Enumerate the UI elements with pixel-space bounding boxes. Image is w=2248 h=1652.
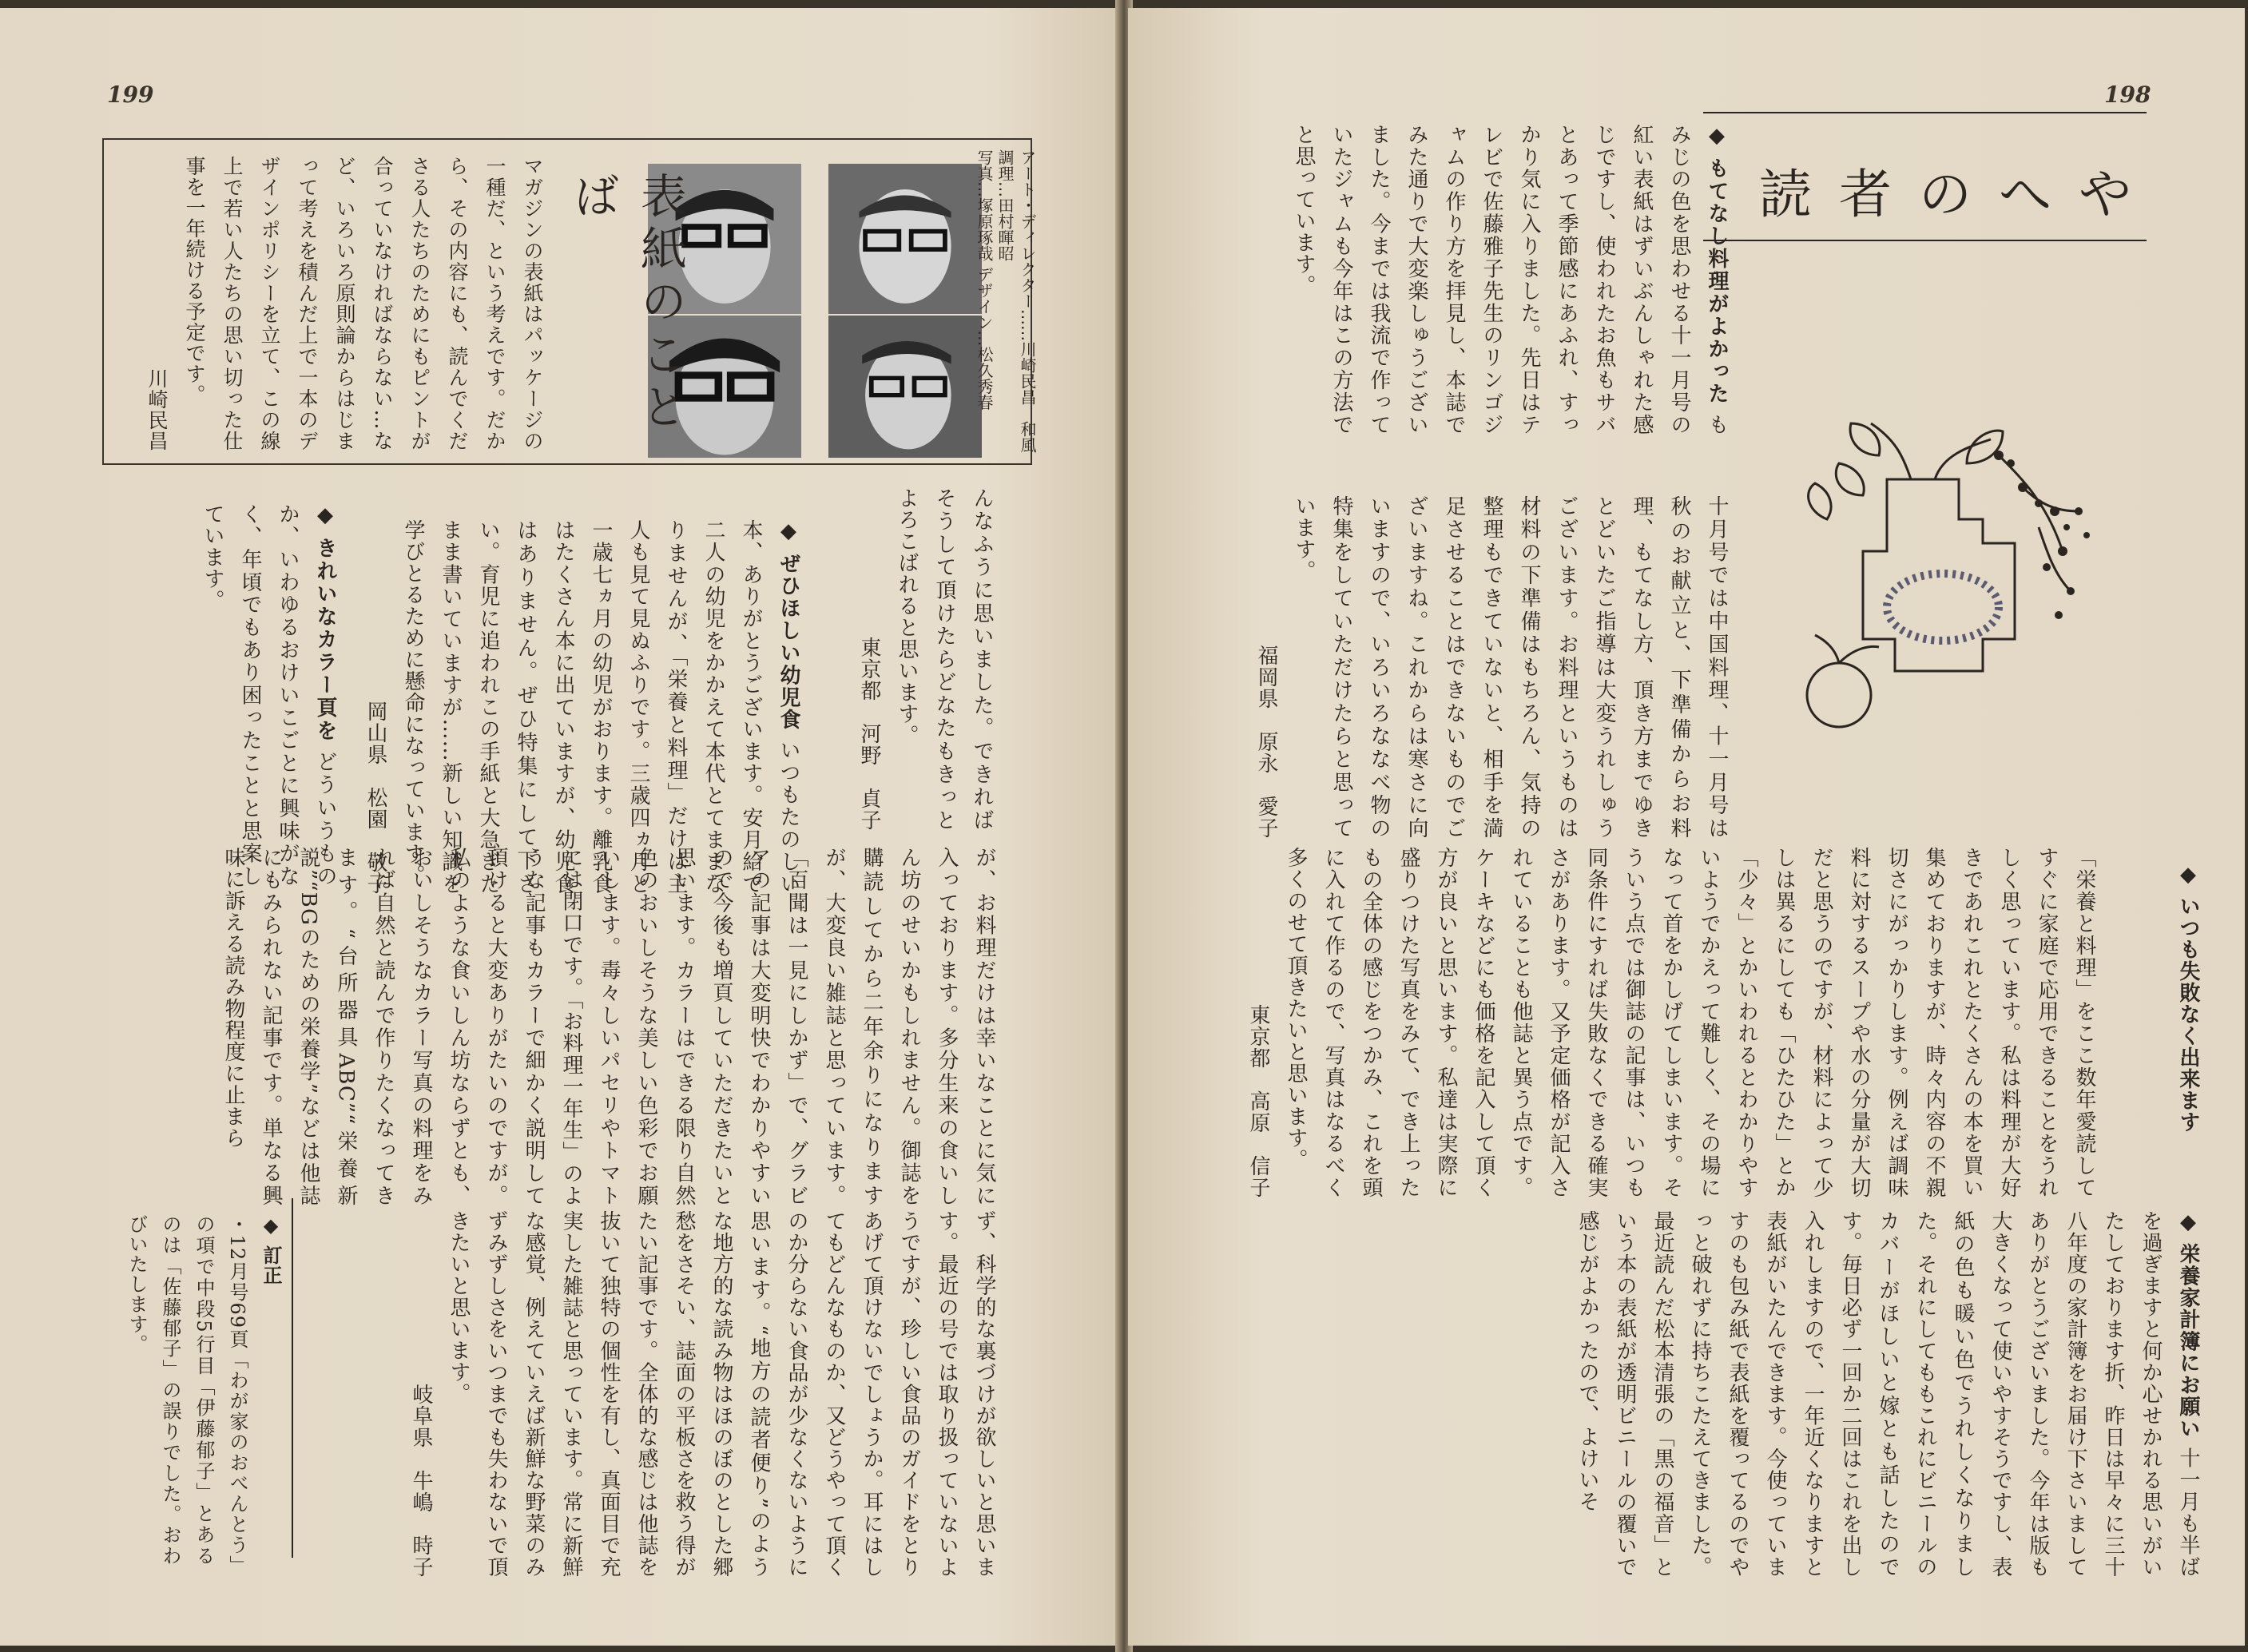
letter-color-pages: ◆ きれいなカラー頁を どういうものか、いわゆるおけいこごとに興味がなく、年頃でもあり困ったことと思案しています。 xyxy=(112,503,344,887)
correction-notice: ◆ 訂正 ・12月号69頁「わが家のおべんとう」の項で中段5行目「伊藤郁子」とあるのは「佐藤郁子」の誤りでした。おわびいたします。 xyxy=(108,1214,288,1566)
heading-no-failure: ◆ いつも失敗なく出来ます xyxy=(2176,863,2200,1133)
photo-portrait-4 xyxy=(828,316,982,458)
signature-harunaga: 福岡県 原永 愛子 xyxy=(1254,645,1278,839)
letter-no-failure: 「栄養と料理」をここ数年愛読してすぐに家庭で応用できることをうれしく思っています。私は料理が大好きであれこれとたくさんの本を買い集めておりますが、時々内容の不親切さにがっかりします。例えば調味料に対するスープや水の分量が大切だと思うのですが、材料によって少しは異るにしても「ひたひた」とか「少々」とかいわれるとわかりやすいようでかえって難しく、その場になって首をかしげてしまいます。そういう点では御誌の記事は、いつも同条件にすれば失敗なくできる確実さがあります。又予定価格が記入されていることも他誌と異う点です。ケーキなどにも価格を記入して頂く方が良いと思います。私達は実際に盛りつけた写真をみて、でき上ったもの全体の感じをつかみ、これを頭に入れて作るので、写真はなるべく多くのせて頂きたいと思います。 東京都 高原 信子 xyxy=(1384,847,2103,1198)
heading-color-pages: ◆ きれいなカラー頁を xyxy=(313,503,337,742)
letter-chinese-cuisine: 十月号では中国料理、十一月号は秋のお献立と、下準備からお料理、もてなし方、頂き方までゆきとどいたご指導は大変うれしゅうございます。お料理というものは材料の下準備はもちろん、気持の整理もできていないと、相手を満足させることはできないものでございますね。これからは寒さに向いますので、いろいろななべ物の特集をしていただけたらと思っています。 福岡県 原永 愛子 xyxy=(1384,495,1735,839)
vase-illustration xyxy=(1783,407,2119,743)
cover-statement-box xyxy=(102,138,1037,465)
signature-takahara: 東京都 高原 信子 xyxy=(1246,1004,1270,1198)
cover-statement-body: マガジンの表紙はパッケージの一種だ、という考えです。だから、その内容にも、読んでくださる人たちのためにもピントが合っていなければならない…など、いろいろ原則論からはじまって考えを積んだ上で一本のデザインポリシーを立て、この線上で若い人たちの思い切った仕事を一年続ける予定です。 川崎民昌 xyxy=(168,156,551,451)
cover-statement-title: 表紙のことば xyxy=(566,172,687,435)
credit-photo-design: 写真…塚原琢哉 デザイン…松久秀春 xyxy=(975,149,994,411)
heading-young-child-food: ◆ ぜひほしい幼児食 xyxy=(776,519,800,731)
photo-portrait-2 xyxy=(828,164,982,314)
page-number-right: 198 xyxy=(2104,81,2151,108)
heading-household-ledger: ◆ 栄養家計簿にお願い xyxy=(2176,1210,2200,1440)
title-rule-top xyxy=(1703,112,2147,113)
correction-divider xyxy=(292,1198,293,1558)
letter-continued-column: んなふうに思いました。できればそうして頂けたらどなたもきっとよろこばれると思います。 東京都 河野 貞子 xyxy=(808,487,1000,831)
signature-kawano: 東京都 河野 貞子 xyxy=(857,637,881,831)
letter-science-backing: ず、科学的な裏づけが欲しいと思います。最近の号では取り扱っていないようですが、珍しい食品のガイドをとりあげて頂けないでしょうか。耳にはしてもどんなものか、又どうやって頂くのか分らない食品が少なくないように思います。“地方の読者便り”のような地方的な読み物はほのぼのとした郷愁をさそい、誌面の平板さを救う得がたい記事です。全体的な感じは他誌を抜いて独特の個性を有し、真面目で充実した雑誌と思っています。常に新鮮な感覚、例えていえば新鮮な野菜のみずみずしさをいつまでも失わないで頂きたいと思います。 岐阜県 牛嶋 時子 xyxy=(296,1210,1003,1578)
correction-title: ◆ 訂正 xyxy=(254,1214,288,1566)
heading-hospitality-dishes: ◆ もてなし料理がよかった xyxy=(1705,124,1729,406)
left-page xyxy=(0,8,1120,1646)
right-page xyxy=(1128,8,2245,1646)
section-title: 読者のへや xyxy=(1759,164,2159,225)
cover-statement-signature: 川崎民昌 xyxy=(145,368,169,451)
letter-color-pages-continued: が、お料理だけは幸いなことに気に入っております。多分生来の食いしん坊のせいかもしれません。御誌を購読してから二年余りになりますが、大変良い雑誌と思っています。「百聞は一見にしかず」で、グラビアの記事は大変明快でわかりやすいので今後も増頁していただきたいと思います。カラーはできる限り自然色のおいしそうな美しい色彩でお願いします。毒々しいパセリやトマトには閉口です。「お料理一年生」のような記事もカラーで細かく説明して頂けると大変ありがたいのですが。私のような食いしん坊ならずとも、おいしそうなカラー写真の料理をみれば自然と読んで作りたくなってきます。“台所器具ABC”“栄養新説”“BGのための栄養学”などは他誌にもみられない記事です。単なる興味に訴える読み物程度に止まら xyxy=(221,847,996,1207)
page-number-left: 199 xyxy=(107,81,154,108)
signature-matsuzono: 岡山県 松園 敬子 xyxy=(363,701,387,895)
credit-art-director: アート・ディレクター……川崎民昌 和風調理…田村暉昭 xyxy=(995,149,1037,453)
signature-ushijima: 岐阜県 牛嶋 時子 xyxy=(409,1384,433,1578)
title-rule-bottom xyxy=(1703,240,2147,241)
letter-hospitality-dishes: ◆ もてなし料理がよかった もみじの色を思わせる十一月号の紅い表紙はずいぶんしゃれた感じですし、使われたお魚もサバとあって季節感にあふれ、すっかり気に入りました。先日はテレビで佐藤雅子先生のリンゴジャムの作り方を拝見し、本誌でみた通りで大変楽しゅうございました。今までは我流で作っていたジャムも今年はこの方法でと思っています。 xyxy=(1384,124,1735,435)
letter-household-ledger: ◆ 栄養家計簿にお願い 十一月も半ばを過ぎますと何か心せかれる思いがいたしております折、昨日は早々に三十八年度の家計簿をお届け下さいましてありがとうございました。今年は版も大きくなって使いやすそうですし、表紙の色も暖い色でうれしくなりました。それにしてももこれにビニールのカバーがほしいと嫁とも話したのです。毎日必ず一回か二回はこれを出し入れしますので、一年近くなりますと表紙がいたんできます。今使っていますのも包み紙で表紙を覆ってるのでやっと破れずに持ちこたえてきました。最近読んだ松本清張の「黒の福音」という本の表紙が透明ビニールの覆いで感じがよかったので、よけいそ xyxy=(1384,1210,2206,1578)
letter-young-child-food: ◆ ぜひほしい幼児食 いつもたのしい本、ありがとうございます。安月給で二人の幼児をかかえて本代とてままなりませんが、「栄養と料理」だけは主人も見て見ぬふりです。三歳四ヵ月と一歳七ヵ月の幼児がおります。離乳食はたくさん本に出ていますが、幼児食はありません。ぜひ特集にして下さい。育児に追われこの手紙と大急ぎたまま書いていますが……新しい知識を学びとるために懸命になっています。 岡山県 松園 敬子 xyxy=(407,519,807,895)
